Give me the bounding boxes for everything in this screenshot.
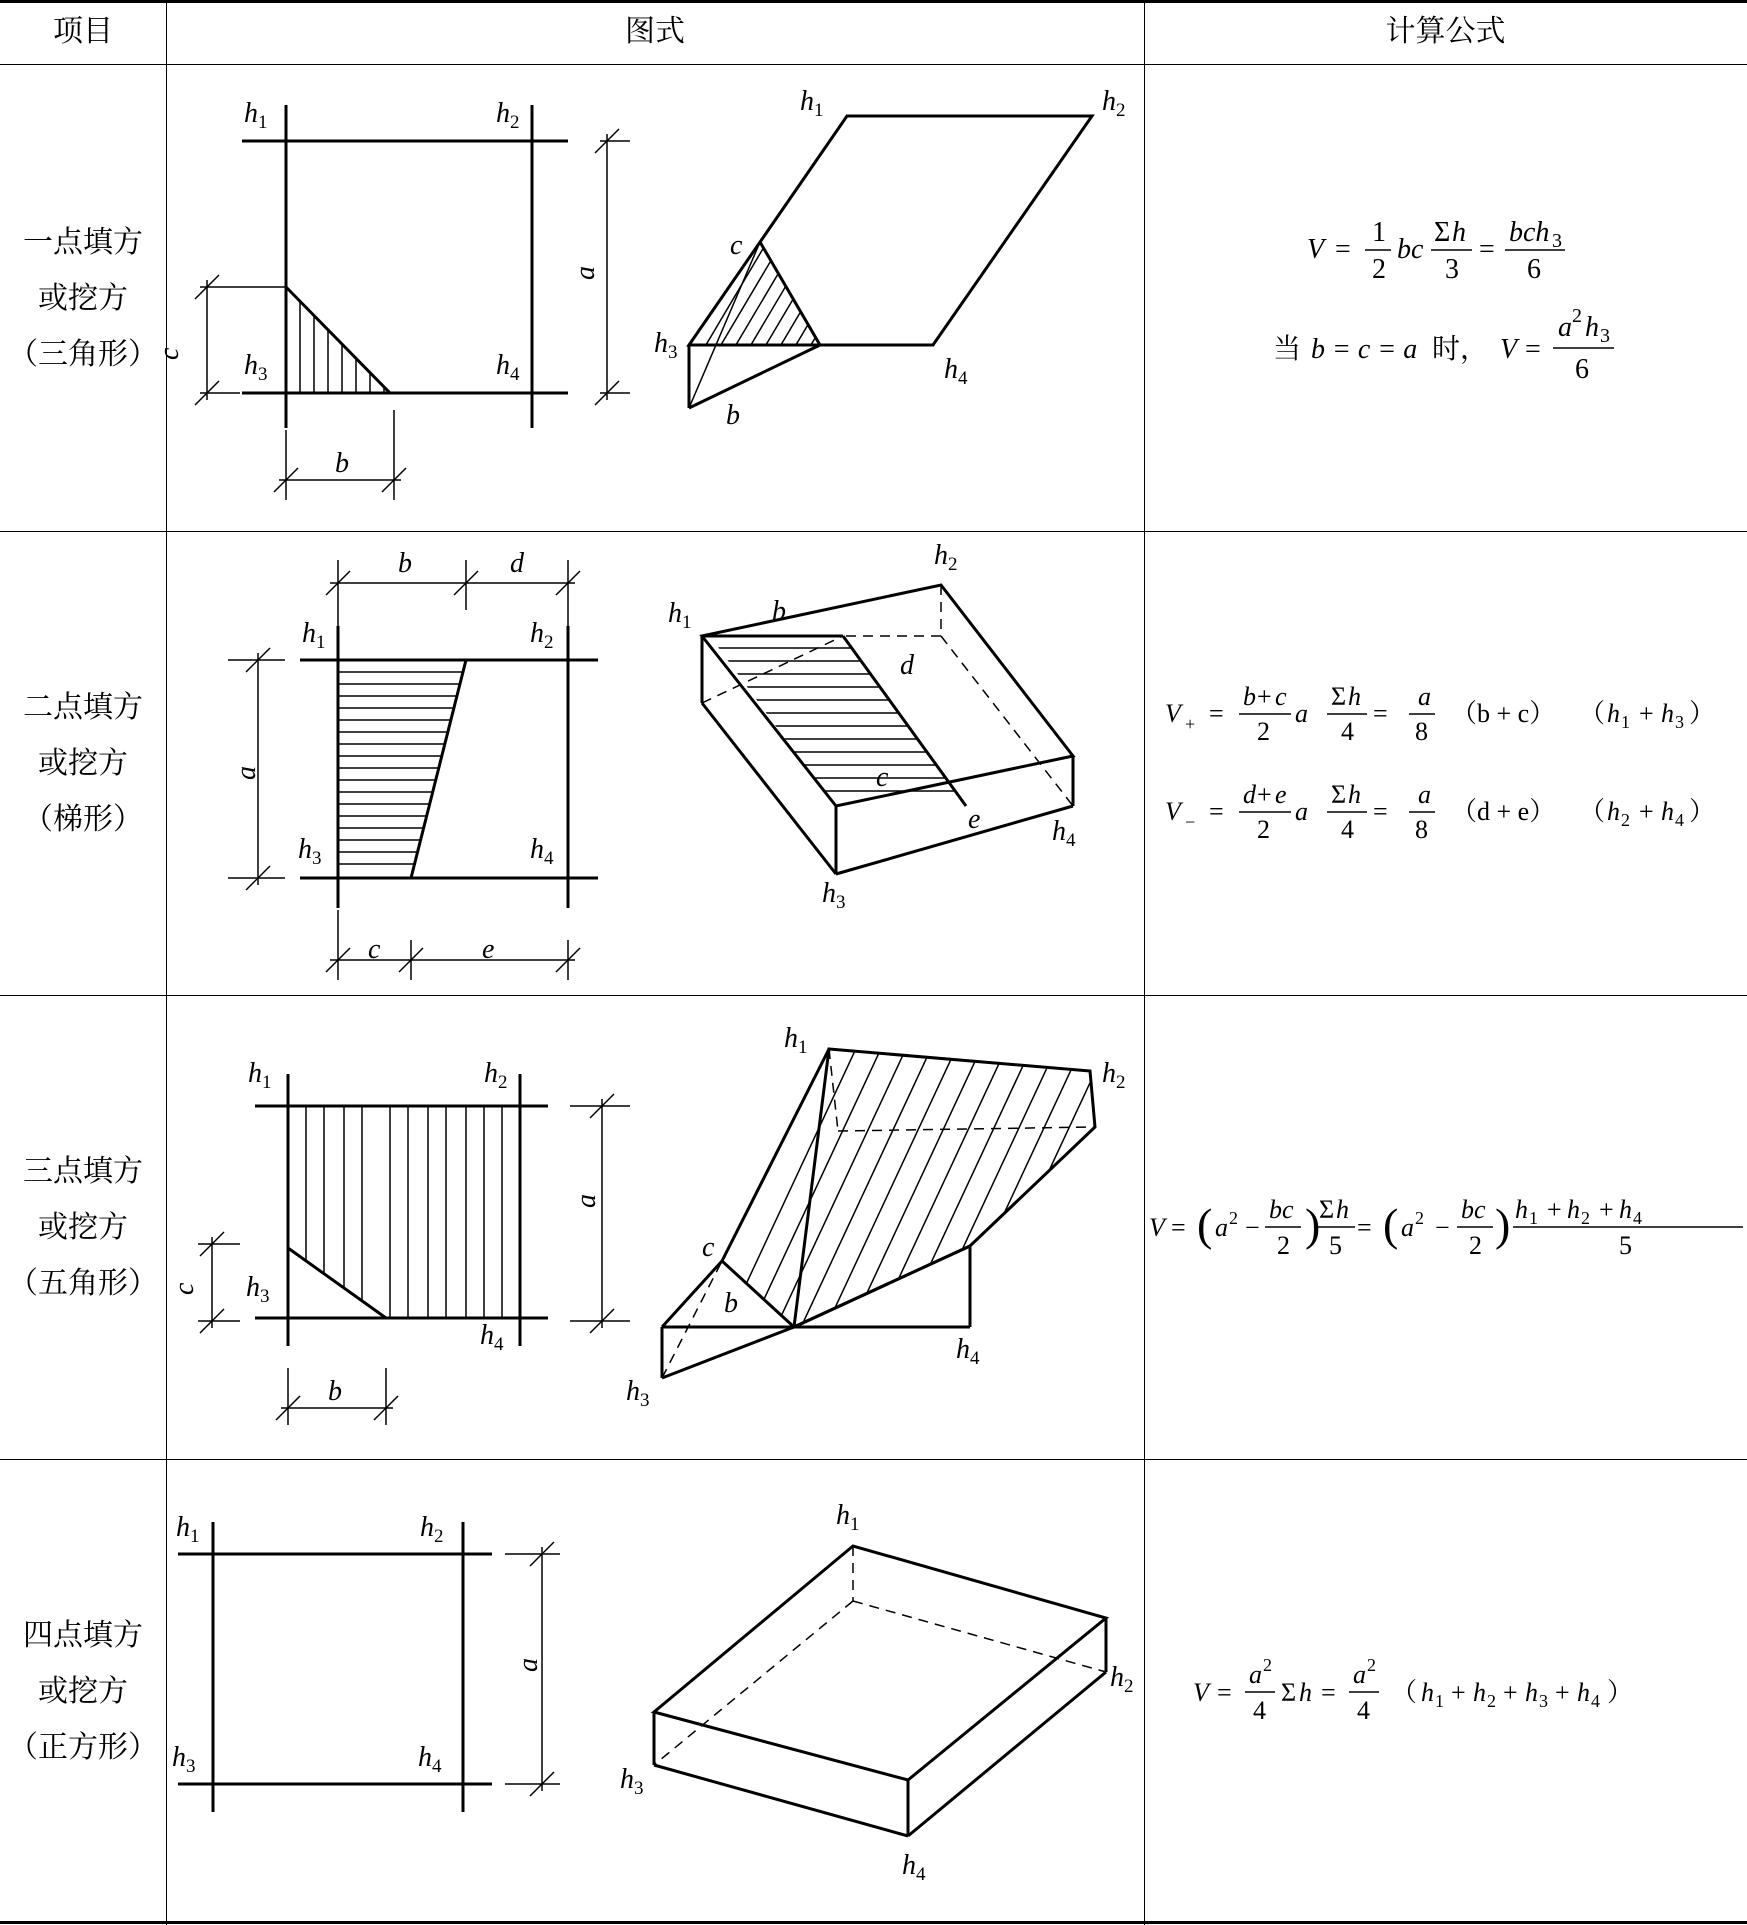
svg-text:V: V xyxy=(1165,699,1181,728)
row4-line1: 四点填方 xyxy=(23,1618,143,1653)
svg-text:(: ( xyxy=(1383,1199,1399,1250)
dim-c: c xyxy=(154,347,185,360)
svg-text:Σ: Σ xyxy=(1281,1678,1297,1707)
svg-text:h: h xyxy=(1661,699,1674,728)
dim-label-b: b xyxy=(398,548,412,579)
svg-text:=: = xyxy=(1209,797,1224,826)
corner-label-h2: $h_2$ xyxy=(1102,1058,1126,1093)
svg-text:3: 3 xyxy=(1539,1691,1548,1711)
svg-text:): ) xyxy=(1305,1199,1321,1250)
svg-text:3: 3 xyxy=(1600,325,1610,347)
svg-text:4: 4 xyxy=(1253,1696,1266,1725)
svg-text:a: a xyxy=(1558,312,1572,343)
svg-text:4: 4 xyxy=(1633,1208,1642,1228)
svg-text:3: 3 xyxy=(1552,230,1562,252)
dim-label-b: b xyxy=(726,400,740,431)
dim-label-c: c xyxy=(368,934,381,965)
svg-text:h: h xyxy=(1336,1195,1349,1224)
svg-text:b: b xyxy=(1243,682,1256,711)
corner-label-h2: $h_2$ xyxy=(496,98,520,133)
svg-text:1: 1 xyxy=(1372,217,1386,248)
row1-line3: （三角形） xyxy=(8,337,158,372)
svg-text:h: h xyxy=(1473,1678,1486,1707)
dim-b: b xyxy=(328,1376,342,1407)
svg-text:V: V xyxy=(1165,797,1181,826)
svg-text:h: h xyxy=(1421,1678,1434,1707)
header-figure: 图式 xyxy=(625,14,685,49)
svg-text:h: h xyxy=(1607,797,1620,826)
svg-text:h: h xyxy=(1452,217,1466,248)
svg-text:h: h xyxy=(1585,312,1599,343)
corner-label-h2: $h_2$ xyxy=(530,618,554,653)
svg-text:Σ: Σ xyxy=(1331,780,1347,809)
svg-text:4: 4 xyxy=(1357,1696,1370,1725)
dim-label-d: d xyxy=(510,548,524,579)
header-formula: 计算公式 xyxy=(1385,14,1506,49)
svg-text:=: = xyxy=(1373,699,1388,728)
formula-row1-svg xyxy=(1145,210,1747,410)
formula-when: 当 xyxy=(1273,334,1302,365)
corner-label-h3: $h_3$ xyxy=(172,1742,196,1777)
svg-text:2: 2 xyxy=(1277,1231,1290,1260)
dim-label-c: c xyxy=(730,230,743,261)
svg-text:=: = xyxy=(1335,234,1351,265)
svg-text:h: h xyxy=(1619,1195,1632,1224)
svg-text:2: 2 xyxy=(1572,305,1582,327)
svg-text:=: = xyxy=(1171,1213,1186,1242)
dim-label-b: b xyxy=(724,1288,738,1319)
corner-label-h1: $h_1$ xyxy=(784,1023,808,1058)
dim-b: b xyxy=(335,448,349,479)
corner-label-h4: $h_4$ xyxy=(480,1320,504,1355)
fig-row4-iso xyxy=(654,1546,1106,1836)
svg-text:Σ: Σ xyxy=(1319,1195,1335,1224)
svg-text:h: h xyxy=(1607,699,1620,728)
svg-text:a: a xyxy=(1295,699,1308,728)
formula-row4-svg xyxy=(1145,1645,1747,1755)
svg-text:2: 2 xyxy=(1487,1691,1496,1711)
svg-text:a: a xyxy=(1418,682,1431,711)
svg-text:+: + xyxy=(1451,1678,1466,1707)
svg-text:+: + xyxy=(1639,699,1654,728)
svg-text:5: 5 xyxy=(1619,1231,1632,1260)
svg-text:bc: bc xyxy=(1269,1195,1294,1224)
svg-text:=: = xyxy=(1357,1213,1372,1242)
svg-text:+: + xyxy=(1547,1195,1562,1224)
svg-text:bc: bc xyxy=(1461,1195,1486,1224)
svg-text:5: 5 xyxy=(1329,1231,1342,1260)
svg-text:（: （ xyxy=(1391,1678,1418,1707)
svg-text:6: 6 xyxy=(1575,354,1589,385)
dim-a: a xyxy=(513,1658,544,1672)
svg-text:a: a xyxy=(1215,1213,1228,1242)
svg-text:）: ） xyxy=(1607,1678,1634,1707)
svg-text:c: c xyxy=(1275,682,1287,711)
svg-text:e: e xyxy=(1275,780,1287,809)
corner-label-h1: $h_1$ xyxy=(668,598,692,633)
corner-label-h4: $h_4$ xyxy=(418,1742,442,1777)
dim-c: c xyxy=(169,1282,200,1295)
svg-text:h: h xyxy=(1299,1678,1312,1707)
svg-text:2: 2 xyxy=(1621,810,1630,830)
formula-de: （d + e） xyxy=(1451,797,1556,826)
svg-text:−: − xyxy=(1435,1213,1450,1242)
corner-label-h3: $h_3$ xyxy=(298,834,322,869)
formula-bc: （b + c） xyxy=(1451,699,1556,728)
svg-text:a: a xyxy=(1418,780,1431,809)
fig-row2-iso xyxy=(690,585,1073,874)
dim-label-c: c xyxy=(876,762,889,793)
svg-text:bch: bch xyxy=(1509,217,1550,248)
corner-label-h3: $h_3$ xyxy=(620,1764,644,1799)
corner-label-h2: $h_2$ xyxy=(484,1058,508,1093)
corner-label-h3: $h_3$ xyxy=(244,350,268,385)
row2-line1: 二点填方 xyxy=(23,690,143,725)
row1-line1: 一点填方 xyxy=(23,225,143,260)
fig-row4-plan xyxy=(178,1522,560,1812)
svg-text:2: 2 xyxy=(1415,1208,1424,1228)
svg-text:V: V xyxy=(1193,1678,1209,1707)
row3-line3: （五角形） xyxy=(8,1266,158,1301)
svg-text:h: h xyxy=(1661,797,1674,826)
corner-label-h3: $h_3$ xyxy=(246,1272,270,1307)
formula-row4 xyxy=(1145,1645,1747,1763)
corner-label-h2: $h_2$ xyxy=(420,1512,444,1547)
svg-text:Σ: Σ xyxy=(1331,682,1347,711)
header-item: 项目 xyxy=(53,14,113,49)
svg-text:2: 2 xyxy=(1229,1208,1238,1228)
svg-text:2: 2 xyxy=(1367,1655,1376,1675)
svg-text:h: h xyxy=(1577,1678,1590,1707)
corner-label-h3: $h_3$ xyxy=(626,1376,650,1411)
svg-text:3: 3 xyxy=(1675,712,1684,732)
svg-text:4: 4 xyxy=(1675,810,1684,830)
dim-label-b: b xyxy=(772,596,786,627)
corner-label-h4: $h_4$ xyxy=(496,350,520,385)
svg-text:=: = xyxy=(1217,1678,1232,1707)
corner-label-h4: $h_4$ xyxy=(944,354,968,389)
svg-text:8: 8 xyxy=(1415,717,1428,746)
svg-text:d: d xyxy=(1243,780,1256,809)
formula-row3-svg xyxy=(1145,1180,1747,1290)
svg-text:2: 2 xyxy=(1263,1655,1272,1675)
corner-label-h3: $h_3$ xyxy=(822,878,846,913)
svg-text:1: 1 xyxy=(1529,1208,1538,1228)
svg-text:a: a xyxy=(1401,1213,1414,1242)
corner-label-h1: $h_1$ xyxy=(244,98,268,133)
formula-V: V xyxy=(1307,234,1325,265)
svg-text:2: 2 xyxy=(1469,1231,1482,1260)
svg-text:+: + xyxy=(1257,682,1272,711)
svg-text:h: h xyxy=(1515,1195,1528,1224)
dim-label-d: d xyxy=(900,650,914,681)
corner-label-h3: $h_3$ xyxy=(654,328,678,363)
svg-text:=: = xyxy=(1321,1678,1336,1707)
svg-text:h: h xyxy=(1567,1195,1580,1224)
svg-text:): ) xyxy=(1495,1199,1511,1250)
dim-a: a xyxy=(571,1194,602,1208)
fig-row1-iso xyxy=(689,116,1092,408)
corner-label-h1: $h_1$ xyxy=(248,1058,272,1093)
row3-line1: 三点填方 xyxy=(23,1154,143,1189)
svg-text:h: h xyxy=(1348,682,1361,711)
svg-text:2: 2 xyxy=(1257,815,1270,844)
corner-label-h1: $h_1$ xyxy=(800,86,824,121)
fig-row1-plan xyxy=(154,105,630,500)
row1-line2: 或挖方 xyxy=(38,281,128,316)
corner-label-h4: $h_4$ xyxy=(1052,816,1076,851)
svg-text:（: （ xyxy=(1579,699,1606,728)
svg-text:2: 2 xyxy=(1372,254,1386,285)
svg-text:a: a xyxy=(1249,1660,1262,1689)
svg-text:）: ） xyxy=(1689,699,1716,728)
svg-text:）: ） xyxy=(1689,797,1716,826)
formula-cond: b = c = a xyxy=(1311,334,1418,365)
corner-label-h4: $h_4$ xyxy=(956,1334,980,1369)
formula-row2-svg xyxy=(1145,670,1747,860)
corner-label-h2: $h_2$ xyxy=(1110,1662,1134,1697)
svg-text:−: − xyxy=(1185,812,1196,832)
svg-text:+: + xyxy=(1257,780,1272,809)
svg-text:+: + xyxy=(1639,797,1654,826)
svg-text:2: 2 xyxy=(1257,717,1270,746)
svg-text:+: + xyxy=(1555,1678,1570,1707)
corner-label-h2: $h_2$ xyxy=(934,540,958,575)
corner-label-h2: $h_2$ xyxy=(1102,86,1126,121)
formula-row2 xyxy=(1145,670,1747,868)
svg-text:V: V xyxy=(1149,1213,1165,1242)
svg-text:=: = xyxy=(1209,699,1224,728)
fig-row3-iso xyxy=(662,1040,1110,1378)
svg-text:4: 4 xyxy=(1341,815,1354,844)
svg-text:bc: bc xyxy=(1397,234,1424,265)
svg-text:4: 4 xyxy=(1341,717,1354,746)
svg-text:+: + xyxy=(1599,1195,1614,1224)
corner-label-h1: $h_1$ xyxy=(176,1512,200,1547)
svg-text:a: a xyxy=(1295,797,1308,826)
svg-text:−: − xyxy=(1245,1213,1260,1242)
corner-label-h4: $h_4$ xyxy=(902,1850,926,1885)
svg-text:+: + xyxy=(1503,1678,1518,1707)
dim-label-e: e xyxy=(482,934,495,965)
row2-line3: （梯形） xyxy=(23,802,143,837)
svg-text:(: ( xyxy=(1197,1199,1213,1250)
fig-row3-plan xyxy=(169,1074,630,1425)
svg-text:（: （ xyxy=(1579,797,1606,826)
svg-text:8: 8 xyxy=(1415,815,1428,844)
svg-text:h: h xyxy=(1525,1678,1538,1707)
row2-line2: 或挖方 xyxy=(38,746,128,781)
svg-text:V: V xyxy=(1500,334,1518,365)
svg-text:4: 4 xyxy=(1591,1691,1600,1711)
formula-time: 时， xyxy=(1432,334,1489,365)
dim-a: a xyxy=(231,766,262,780)
svg-text:3: 3 xyxy=(1445,254,1459,285)
svg-text:=: = xyxy=(1525,334,1541,365)
dim-a: a xyxy=(570,266,601,280)
svg-text:h: h xyxy=(1348,780,1361,809)
corner-label-h4: $h_4$ xyxy=(530,834,554,869)
svg-text:1: 1 xyxy=(1435,1691,1444,1711)
svg-text:a: a xyxy=(1353,1660,1366,1689)
svg-text:1: 1 xyxy=(1621,712,1630,732)
row4-line2: 或挖方 xyxy=(38,1674,128,1709)
corner-label-h1: $h_1$ xyxy=(836,1500,860,1535)
row3-line2: 或挖方 xyxy=(38,1210,128,1245)
svg-text:2: 2 xyxy=(1581,1208,1590,1228)
dim-label-e: e xyxy=(968,804,981,835)
dim-label-c: c xyxy=(702,1232,715,1263)
formula-row1 xyxy=(1145,210,1747,418)
formula-row3 xyxy=(1145,1180,1747,1298)
svg-text:=: = xyxy=(1373,797,1388,826)
svg-text:6: 6 xyxy=(1527,254,1541,285)
svg-text:+: + xyxy=(1185,714,1196,734)
svg-text:Σ: Σ xyxy=(1434,217,1451,248)
corner-label-h1: $h_1$ xyxy=(302,618,326,653)
row4-line3: （正方形） xyxy=(8,1730,158,1765)
svg-text:=: = xyxy=(1479,234,1495,265)
